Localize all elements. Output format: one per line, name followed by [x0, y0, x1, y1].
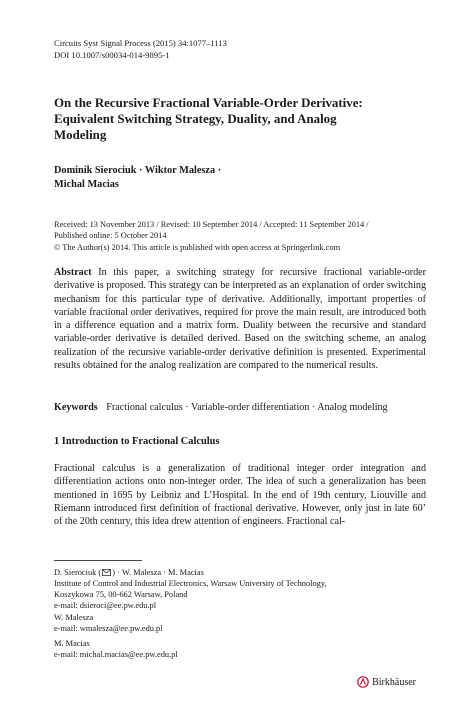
affiliation-block-1	[54, 567, 426, 611]
paper-title	[54, 95, 426, 143]
affiliation-email-3: e-mail: michal.macias@ee.pw.edu.pl	[54, 650, 178, 659]
author-list	[54, 164, 221, 192]
affiliation-name-2: W. Malesza	[54, 613, 94, 622]
abstract	[54, 266, 426, 372]
title-line-2: Equivalent Switching Strategy, Duality, and Analog	[54, 112, 337, 126]
birkhauser-logo-icon	[357, 676, 369, 688]
affiliation-name-3: M. Macias	[54, 639, 90, 648]
footnote-divider	[54, 560, 142, 561]
keywords	[54, 401, 426, 414]
abstract-text: In this paper, a switching strategy for recursive fractional variable-order derivative is proposed. This strategy can be interpreted as an explanation of order switching mechanism for this particular type of derivative. Additionally, important properties of variable fractional order derivatives, required for prove the main result, are introduced both in a difference equation and a matrix form. Duality between the recursive and standard variable-order derivative is detailed derived. Based on the switching scheme, an analog realization of the recursive variable-order derivative definition is presented. Experimental results obtained for the analog realization are compared to the numerical results.	[54, 267, 426, 372]
section-body: Fractional calculus is a generalization of traditional integer order integration and differentiation actions onto non-integer order. The idea of such a generalization has been mentioned in 1695 by Leibniz and L’Hospital. In the end of 19th century, Liouville and Riemann introduced first definition of fractional derivative. However, only just in late 60’ of the 20th century, this idea drew attention of engineers. Fractional cal-	[54, 463, 426, 528]
affiliation-email-1: e-mail: dsieroci@ee.pw.edu.pl	[54, 601, 157, 610]
dates-line-1: Received: 13 November 2013 / Revised: 10 September 2014 / Accepted: 11 September 2014 /	[54, 220, 369, 229]
publisher-brand	[357, 676, 416, 688]
authors-line-2: Michal Macias	[54, 179, 119, 190]
keywords-label: Keywords	[54, 402, 98, 413]
affiliation-address: Koszykowa 75, 00-662 Warsaw, Poland	[54, 590, 188, 599]
section-heading: 1 Introduction to Fractional Calculus	[54, 436, 220, 447]
doi: DOI 10.1007/s00034-014-9895-1	[54, 49, 170, 60]
publisher-name: Birkhäuser	[372, 676, 416, 688]
affiliation-email-2: e-mail: wmalesza@ee.pw.edu.pl	[54, 624, 163, 633]
abstract-label: Abstract	[54, 267, 92, 278]
envelope-icon	[102, 569, 111, 576]
journal-citation: Circuits Syst Signal Process (2015) 34:1077–1113	[54, 38, 227, 48]
publication-dates	[54, 219, 426, 253]
affiliation-block-3	[54, 638, 426, 660]
copyright-line: © The Author(s) 2014. This article is published with open access at Springerlink.com	[54, 242, 341, 252]
dates-line-2: Published online: 5 October 2014	[54, 231, 167, 241]
affiliation-names	[54, 567, 426, 578]
affiliation-name-1: D. Sierociuk (	[54, 568, 102, 577]
title-line-3: Modeling	[54, 128, 107, 142]
affiliation-block-2	[54, 612, 426, 634]
affiliation-coauthors: ) · W. Malesza · M. Macias	[112, 568, 204, 577]
affiliation-institute: Institute of Control and Industrial Electronics, Warsaw University of Technology,	[54, 579, 327, 588]
authors-line-1: Dominik Sierociuk · Wiktor Malesza ·	[54, 165, 222, 176]
journal-header	[54, 38, 227, 61]
title-line-1: On the Recursive Fractional Variable-Order Derivative:	[54, 96, 363, 110]
keywords-text: Fractional calculus · Variable-order differentiation · Analog modeling	[106, 402, 388, 413]
logo-mark	[361, 679, 366, 685]
